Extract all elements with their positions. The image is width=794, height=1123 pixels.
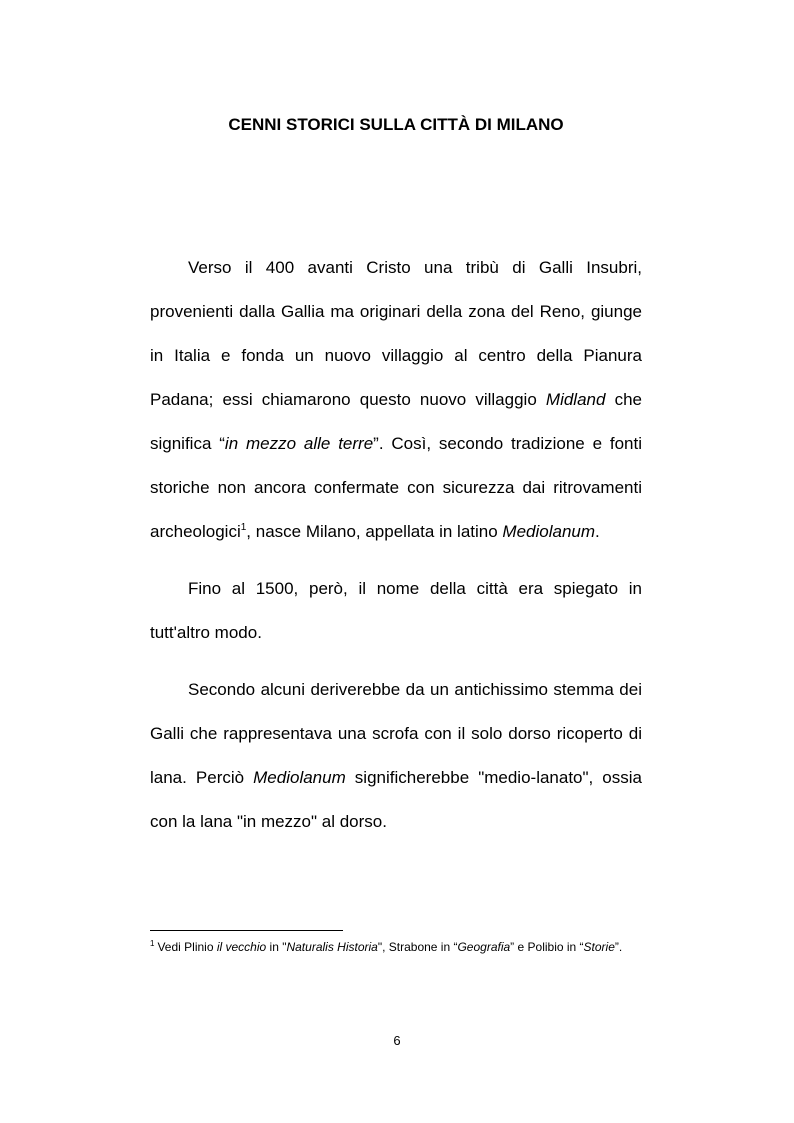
italic-phrase-in-mezzo: in mezzo alle terre [224,434,374,453]
italic-term-mediolanum: Mediolanum [502,522,596,541]
text-run: Verso il 400 avanti Cristo una tribù di Galli Insubri, provenienti dalla Gallia ma originari della zona del Reno, giunge in Italia e fonda un nuovo villaggio al centro della Pianura Padana; essi chiamarono questo nuovo villaggio [150,258,642,409]
italic-text: Naturalis Historia [286,940,378,954]
text-run: ”. [614,940,623,954]
text-run: significherebbe "medio-lanato", ossia con la lana "in mezzo" al dorso. [150,768,642,831]
italic-text: il vecchio [216,940,267,954]
paragraph-2 [150,567,642,655]
text-run: Secondo alcuni deriverebbe da un antichissimo stemma dei Galli che rappresentava una scrofa con il solo dorso ricoperto di lana. Perciò [150,680,642,787]
italic-text: Geografia [457,940,511,954]
text-run: Fino al 1500, però, il nome della città era spiegato in tutt'altro modo. [150,579,642,642]
page-number: 6 [393,1033,401,1048]
page-title: CENNI STORICI SULLA CITTÀ DI MILANO [228,115,564,134]
footnote-separator [150,930,343,931]
italic-term-midland: Midland [545,390,606,409]
text-run: ” e Polibio in “ [510,940,584,954]
body-text [150,246,642,844]
text-run: in " [266,940,287,954]
paragraph-3 [150,668,642,844]
text-run: ", Strabone in “ [377,940,458,954]
italic-term-mediolanum: Mediolanum [253,768,346,787]
text-run: , nasce Milano, appellata in latino [246,522,503,541]
text-run: . [595,522,600,541]
text-run: Vedi Plinio [157,940,217,954]
footnote-number: 1 [150,939,155,948]
italic-text: Storie [583,940,615,954]
footnote-reference[interactable]: 1 [240,522,247,533]
paragraph-1 [150,246,642,554]
text-run: ”. Così, secondo tradizione e fonti storiche non ancora confermate con sicurezza dai ritrovamenti archeologici [150,434,643,541]
text-run: che significa “ [150,390,642,453]
footnote [150,938,642,957]
